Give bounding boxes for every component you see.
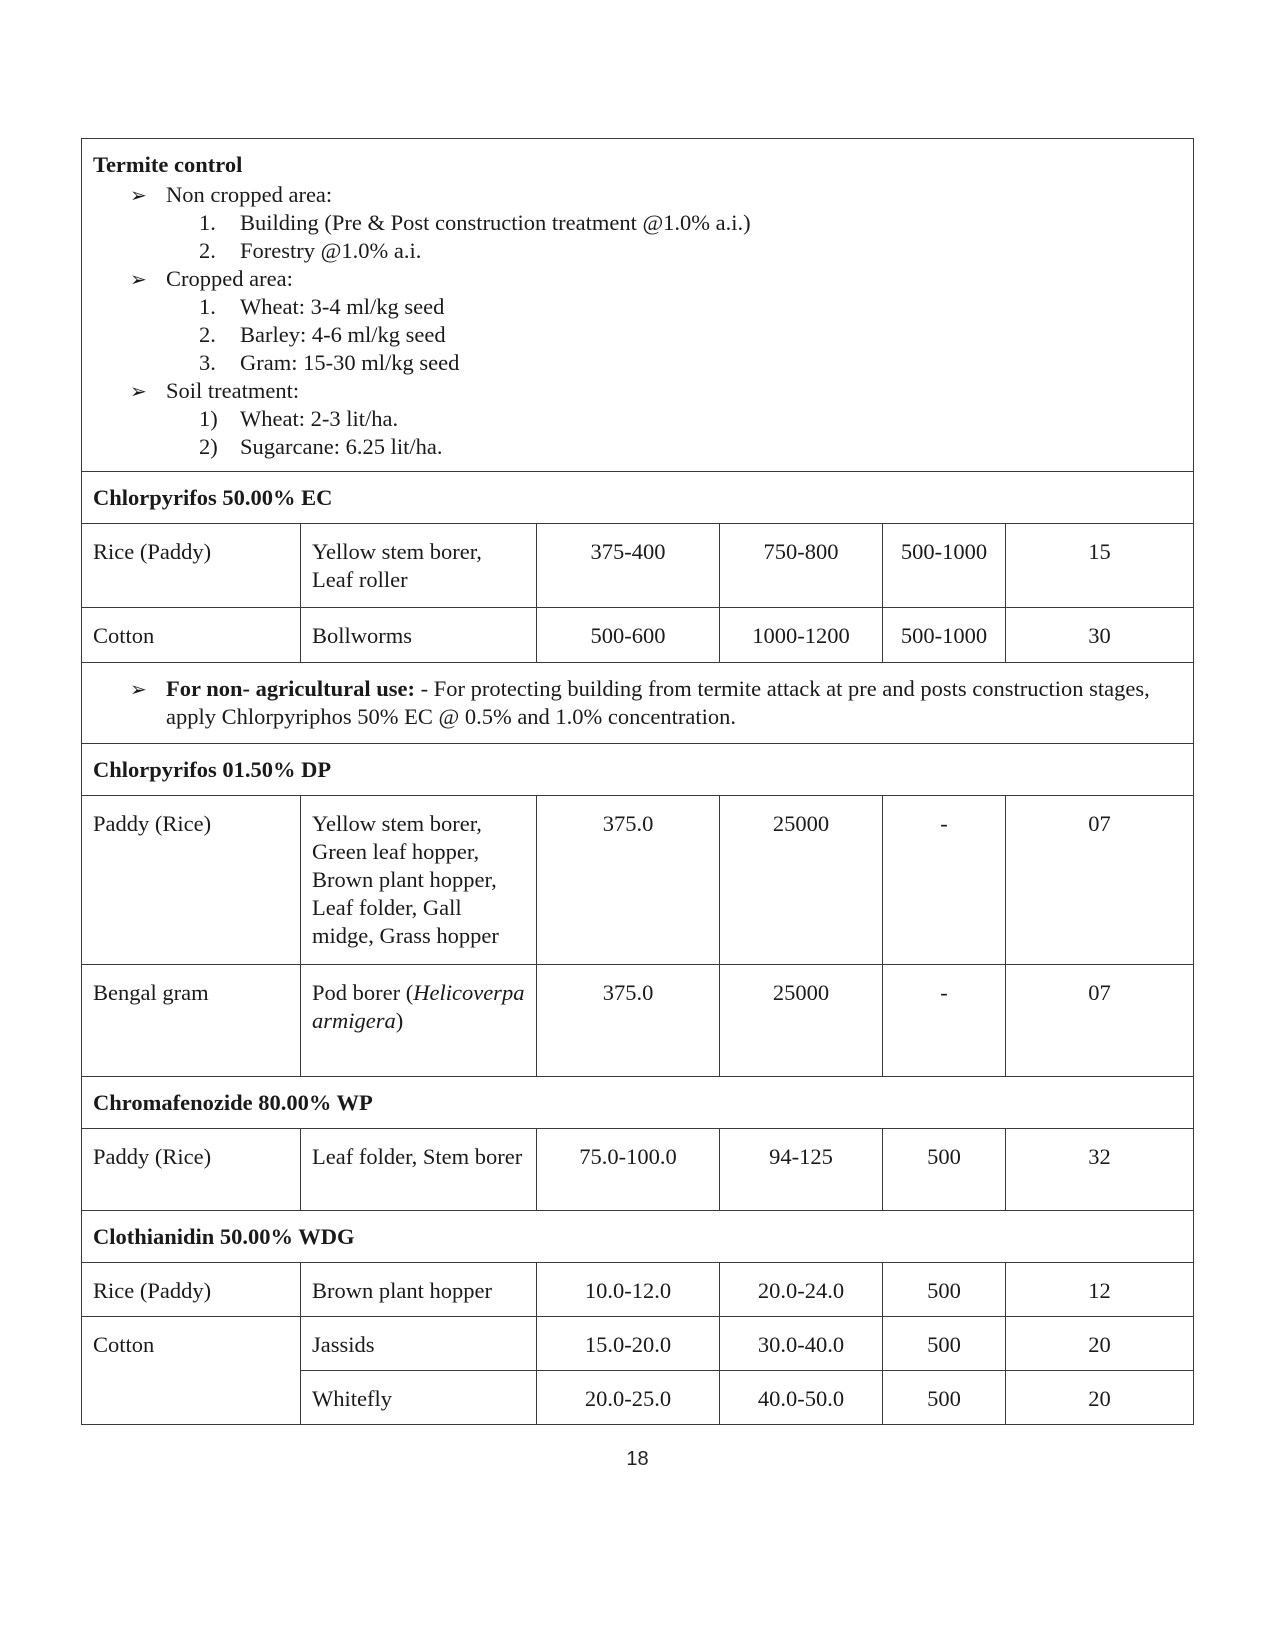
pest-cell (301, 965, 537, 1077)
crop-cell: Paddy (Rice) (82, 1129, 301, 1211)
crop-cell: Paddy (Rice) (82, 796, 301, 965)
section-title-text: Chlorpyrifos 01.50% DP (93, 757, 332, 782)
bullet-item (93, 181, 1182, 209)
arrow-bullet-icon: ➢ (130, 183, 147, 207)
section-title (82, 472, 1194, 524)
pest-prefix: Pod borer ( (312, 980, 414, 1005)
formulation-cell: 20.0-24.0 (720, 1263, 883, 1317)
item-text: Wheat: 2-3 lit/ha. (240, 406, 399, 431)
ai-cell: 15.0-20.0 (537, 1317, 720, 1371)
note-bold: For non- agricultural use: (166, 676, 415, 701)
termite-cell (82, 139, 1194, 472)
section-title-text: Chlorpyrifos 50.00% EC (93, 485, 333, 510)
bullet-item (93, 265, 1182, 293)
note-row (82, 663, 1194, 744)
ai-cell: 375-400 (537, 524, 720, 608)
table-row (82, 524, 1194, 608)
pest-suffix: ) (395, 1008, 404, 1033)
water-cell: 500-1000 (883, 524, 1006, 608)
item-number: 2. (199, 322, 216, 347)
item-text: Wheat: 3-4 ml/kg seed (240, 294, 445, 319)
numbered-item (93, 321, 1182, 349)
ai-cell: 375.0 (537, 796, 720, 965)
ai-cell: 375.0 (537, 965, 720, 1077)
note-cell (82, 663, 1194, 744)
formulation-cell: 40.0-50.0 (720, 1371, 883, 1425)
bullet-item (93, 377, 1182, 405)
item-number: 1. (199, 210, 216, 235)
termite-title: Termite control (93, 152, 243, 177)
formulation-cell: 25000 (720, 796, 883, 965)
waiting-days-cell: 07 (1006, 965, 1194, 1077)
pest-cell: Brown plant hopper (301, 1263, 537, 1317)
waiting-days-cell: 15 (1006, 524, 1194, 608)
waiting-days-cell: 07 (1006, 796, 1194, 965)
ai-cell: 500-600 (537, 608, 720, 663)
ai-cell: 75.0-100.0 (537, 1129, 720, 1211)
numbered-item (93, 349, 1182, 377)
ai-cell: 10.0-12.0 (537, 1263, 720, 1317)
water-cell: 500 (883, 1371, 1006, 1425)
item-number: 1. (199, 294, 216, 319)
pest-cell: Yellow stem borer, Leaf roller (301, 524, 537, 608)
arrow-bullet-icon: ➢ (130, 379, 147, 403)
formulation-cell: 1000-1200 (720, 608, 883, 663)
pest-cell: Whitefly (301, 1371, 537, 1425)
section-title-text: Chromafenozide 80.00% WP (93, 1090, 373, 1115)
item-number: 2) (199, 434, 218, 459)
item-text: Building (Pre & Post construction treatment @1.0% a.i.) (240, 210, 751, 235)
pest-cell: Jassids (301, 1317, 537, 1371)
waiting-days-cell: 32 (1006, 1129, 1194, 1211)
table-row (82, 608, 1194, 663)
waiting-days-cell: 30 (1006, 608, 1194, 663)
numbered-item (93, 209, 1182, 237)
bullet-label: Cropped area: (166, 266, 293, 291)
pesticide-table (81, 138, 1194, 1425)
item-text: Forestry @1.0% a.i. (240, 238, 422, 263)
section-title-text: Clothianidin 50.00% WDG (93, 1224, 355, 1249)
section-title (82, 744, 1194, 796)
bullet-label: Soil treatment: (166, 378, 300, 403)
section-header-row (82, 1211, 1194, 1263)
formulation-cell: 25000 (720, 965, 883, 1077)
arrow-bullet-icon: ➢ (130, 677, 147, 701)
waiting-days-cell: 20 (1006, 1317, 1194, 1371)
crop-cell: Cotton (82, 1317, 301, 1425)
water-cell: - (883, 965, 1006, 1077)
item-number: 3. (199, 350, 216, 375)
termite-section (82, 139, 1194, 472)
numbered-item (93, 293, 1182, 321)
note-text: - For protecting building from termite attack at pre and posts construction stages, apply Chlorpyriphos 50% EC @ 0.5% and 1.0% concentration. (166, 676, 1150, 729)
numbered-item (93, 405, 1182, 433)
formulation-cell: 750-800 (720, 524, 883, 608)
pest-cell: Bollworms (301, 608, 537, 663)
table-row (82, 965, 1194, 1077)
section-header-row (82, 1077, 1194, 1129)
water-cell: 500 (883, 1317, 1006, 1371)
water-cell: 500 (883, 1263, 1006, 1317)
ai-cell: 20.0-25.0 (537, 1371, 720, 1425)
waiting-days-cell: 20 (1006, 1371, 1194, 1425)
water-cell: - (883, 796, 1006, 965)
section-title (82, 1211, 1194, 1263)
pest-scientific-name: Helicoverpa armigera (312, 980, 525, 1033)
crop-cell: Cotton (82, 608, 301, 663)
pest-cell: Leaf folder, Stem borer (301, 1129, 537, 1211)
item-text: Barley: 4-6 ml/kg seed (240, 322, 446, 347)
item-number: 2. (199, 238, 216, 263)
arrow-bullet-icon: ➢ (130, 267, 147, 291)
pest-cell: Yellow stem borer, Green leaf hopper, Brown plant hopper, Leaf folder, Gall midge, Grass hopper (301, 796, 537, 965)
formulation-cell: 94-125 (720, 1129, 883, 1211)
section-title (82, 1077, 1194, 1129)
water-cell: 500-1000 (883, 608, 1006, 663)
table-row (82, 1129, 1194, 1211)
table-row (82, 1317, 1194, 1371)
crop-cell: Rice (Paddy) (82, 1263, 301, 1317)
table-row (82, 1263, 1194, 1317)
section-header-row (82, 744, 1194, 796)
section-header-row (82, 472, 1194, 524)
water-cell: 500 (883, 1129, 1006, 1211)
numbered-item (93, 433, 1182, 461)
table-row (82, 796, 1194, 965)
crop-cell: Rice (Paddy) (82, 524, 301, 608)
item-number: 1) (199, 406, 218, 431)
item-text: Sugarcane: 6.25 lit/ha. (240, 434, 443, 459)
numbered-item (93, 237, 1182, 265)
crop-cell: Bengal gram (82, 965, 301, 1077)
item-text: Gram: 15-30 ml/kg seed (240, 350, 460, 375)
page-number: 18 (626, 1448, 649, 1470)
formulation-cell: 30.0-40.0 (720, 1317, 883, 1371)
waiting-days-cell: 12 (1006, 1263, 1194, 1317)
bullet-label: Non cropped area: (166, 182, 333, 207)
